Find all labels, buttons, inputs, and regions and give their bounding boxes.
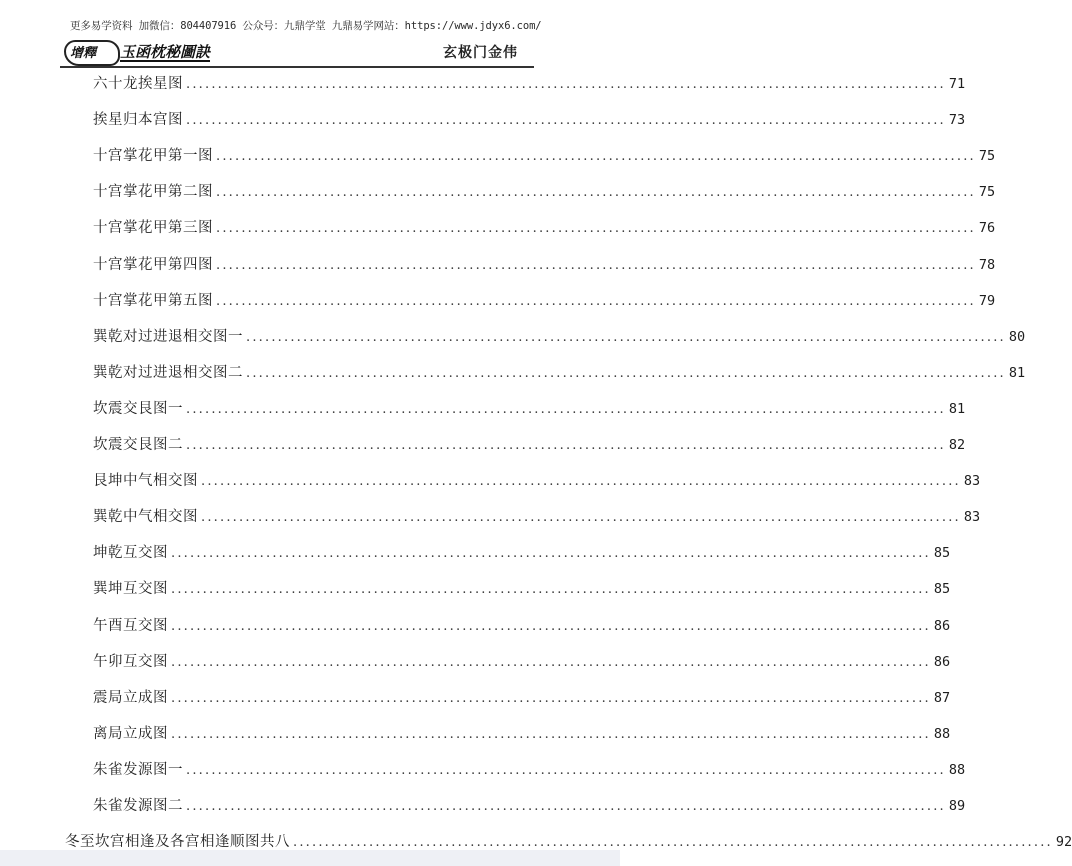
- running-header: [60, 36, 536, 66]
- toc-entry-title: 挨星归本宫图: [93, 112, 183, 129]
- toc-entry-page: 71: [948, 76, 966, 92]
- book-title: 玉函枕秘圖訣: [120, 43, 211, 61]
- header-divider: [60, 66, 534, 68]
- toc-entry[interactable]: [93, 180, 996, 204]
- toc-entry-title: 十宫掌花甲第三图: [93, 220, 213, 237]
- dot-leader: ........................................................................................................................: [186, 799, 946, 814]
- toc-entry-page: 78: [978, 256, 996, 273]
- toc-entry-title: 艮坤中气相交图: [93, 473, 198, 490]
- toc-entry-title: 十宫掌花甲第二图: [93, 184, 213, 201]
- toc-entry-title: 巽乾中气相交图: [93, 509, 198, 526]
- toc-entry-page: 92: [1055, 834, 1072, 851]
- dot-leader: ........................................................................................................................: [171, 546, 931, 562]
- toc-entry-page: 81: [1008, 364, 1026, 381]
- toc-entry-page: 80: [1008, 328, 1026, 345]
- dot-leader: ........................................................................................................................: [201, 474, 961, 490]
- contact-note: 更多易学资料 加微信：804407916 公众号：九鼎学堂 九鼎易学网站：https://www.jdyx6.com/: [70, 20, 542, 32]
- dot-leader: ........................................................................................................................: [186, 762, 946, 778]
- toc-entry-title: 坎震交艮图二: [93, 437, 183, 453]
- dot-leader: ........................................................................................................................: [201, 510, 961, 526]
- viewer-bottom-strip: [0, 850, 620, 866]
- toc-entry-page: 88: [948, 761, 966, 778]
- dot-leader: ........................................................................................................................: [186, 113, 946, 129]
- toc-entry[interactable]: [93, 72, 966, 96]
- dot-leader: ........................................................................................................................: [171, 690, 931, 706]
- dot-leader: ........................................................................................................................: [293, 835, 1053, 851]
- dot-leader: ........................................................................................................................: [186, 401, 946, 417]
- toc-entry[interactable]: [93, 361, 1026, 385]
- toc-entry[interactable]: [93, 758, 966, 782]
- toc-entry[interactable]: [93, 433, 966, 457]
- toc-entry[interactable]: [93, 216, 996, 240]
- toc-entry-title: 十宫掌花甲第四图: [93, 256, 213, 273]
- dot-leader: ........................................................................................................................: [216, 293, 976, 309]
- dot-leader: ........................................................................................................................: [246, 329, 1006, 345]
- toc-entry[interactable]: [93, 253, 996, 277]
- toc-entry[interactable]: [93, 469, 981, 493]
- toc-entry[interactable]: [93, 614, 951, 638]
- toc-entry-title: 坎震交艮图一: [93, 400, 183, 417]
- dot-leader: ........................................................................................................................: [216, 221, 976, 237]
- dot-leader: ........................................................................................................................: [216, 185, 976, 201]
- toc-entry-page: 75: [978, 148, 996, 165]
- toc-entry-title: 六十龙挨星图: [93, 76, 183, 92]
- dot-leader: ........................................................................................................................: [216, 149, 976, 165]
- toc-entry[interactable]: [93, 144, 996, 168]
- toc-entry-page: 86: [933, 653, 951, 670]
- dot-leader: ........................................................................................................................: [216, 257, 976, 273]
- dot-leader: ........................................................................................................................: [171, 654, 931, 670]
- toc-entry-title: 坤乾互交图: [93, 545, 168, 562]
- toc-entry[interactable]: [93, 289, 996, 313]
- toc-entry-title: 午卯互交图: [93, 653, 168, 670]
- toc-entry-title: 朱雀发源图一: [93, 761, 183, 778]
- toc-entry-page: 82: [948, 437, 966, 453]
- toc-entry-title: 朱雀发源图二: [93, 798, 183, 814]
- toc-entry-page: 86: [933, 617, 951, 634]
- toc-entry-title: 巽坤互交图: [93, 581, 168, 598]
- toc-entry[interactable]: [93, 108, 966, 132]
- toc-entry[interactable]: [93, 577, 951, 601]
- toc-entry[interactable]: [93, 794, 966, 818]
- toc-entry-title: 午酉互交图: [93, 617, 168, 634]
- dot-leader: ........................................................................................................................: [171, 618, 931, 634]
- dot-leader: ........................................................................................................................: [246, 365, 1006, 381]
- toc-entry-title: 十宫掌花甲第五图: [93, 292, 213, 309]
- toc-entry-title: 巽乾对过进退相交图二: [93, 364, 243, 381]
- book-logo: [60, 36, 225, 64]
- toc-entry[interactable]: [93, 541, 951, 565]
- toc-entry-title: 十宫掌花甲第一图: [93, 148, 213, 165]
- toc-entry-page: 81: [948, 400, 966, 417]
- toc-entry-page: 85: [933, 545, 951, 562]
- toc-entry-page: 87: [933, 689, 951, 706]
- toc-entry[interactable]: [93, 686, 951, 710]
- toc-entry-title: 巽乾对过进退相交图一: [93, 328, 243, 345]
- dot-leader: ........................................................................................................................: [186, 77, 946, 92]
- toc-entry[interactable]: [93, 397, 966, 421]
- toc-entry-title: 离局立成图: [93, 725, 168, 742]
- dot-leader: ........................................................................................................................: [186, 438, 946, 453]
- toc-entry-page: 83: [963, 473, 981, 490]
- toc-entry[interactable]: [93, 650, 951, 674]
- toc-entry-page: 76: [978, 220, 996, 237]
- toc-entry-page: 89: [948, 798, 966, 814]
- toc-entry-title: 冬至坎宫相逢及各宫相逢顺图共八: [65, 834, 290, 851]
- toc-entry-page: 83: [963, 509, 981, 526]
- toc-entry-page: 73: [948, 112, 966, 129]
- toc-entry[interactable]: [93, 722, 951, 746]
- toc-entry[interactable]: [93, 505, 981, 529]
- dot-leader: ........................................................................................................................: [171, 582, 931, 598]
- logo-cloud-text: 增釋: [70, 46, 97, 61]
- author-name: 玄极门金伟: [443, 45, 518, 61]
- toc-entry-page: 85: [933, 581, 951, 598]
- toc-entry-page: 88: [933, 725, 951, 742]
- toc-entry[interactable]: [93, 325, 1026, 349]
- dot-leader: ........................................................................................................................: [171, 726, 931, 742]
- toc-entry-title: 震局立成图: [93, 689, 168, 706]
- toc-entry-page: 75: [978, 184, 996, 201]
- toc-entry-page: 79: [978, 292, 996, 309]
